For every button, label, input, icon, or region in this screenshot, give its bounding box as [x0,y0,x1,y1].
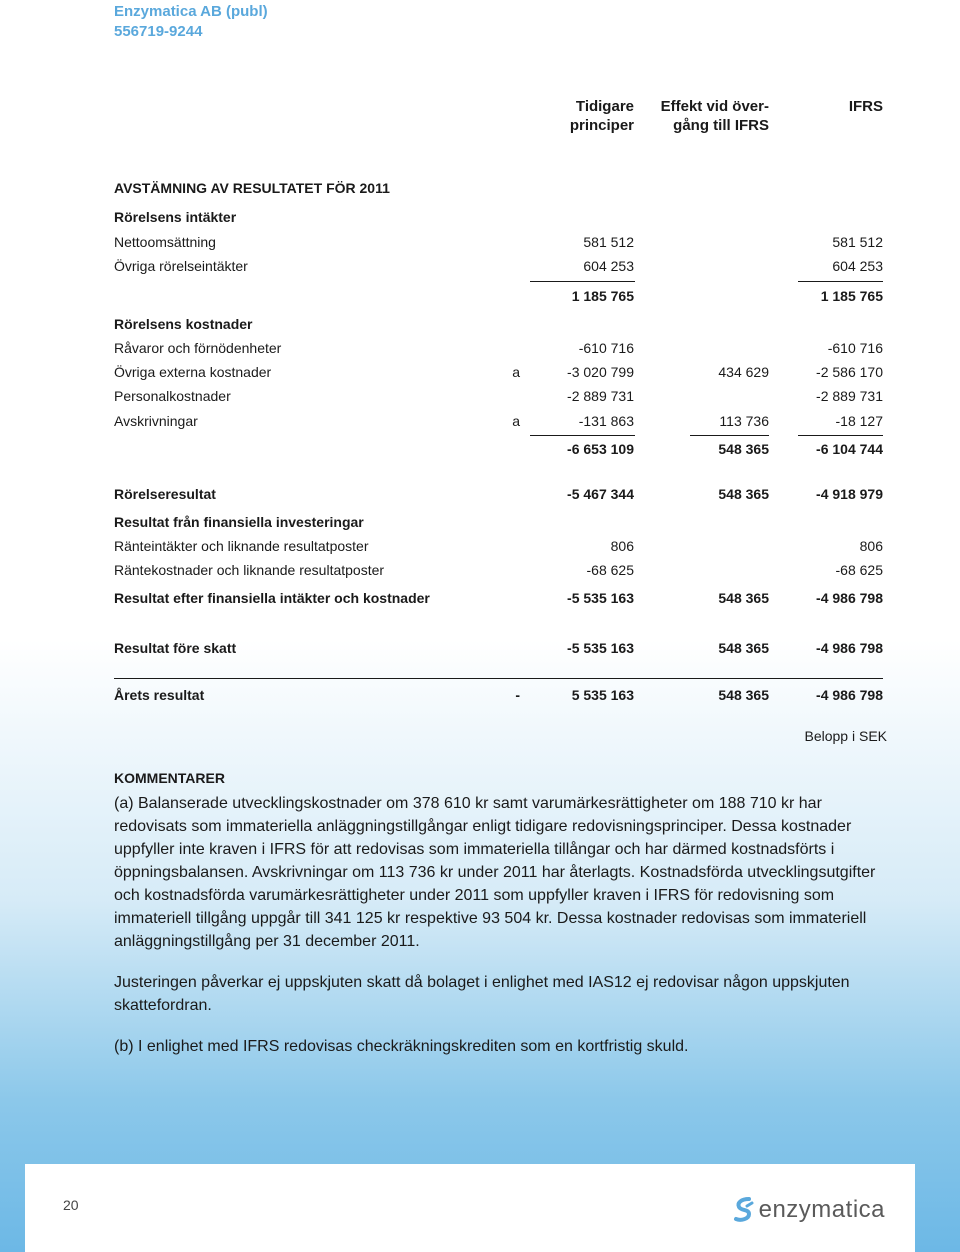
comment-b: (b) I enlighet med IFRS redovisas checkräkningskrediten som en kortfristig skuld. [114,1038,689,1055]
table-title: AVSTÄMNING AV RESULTATET FÖR 2011 [114,180,390,196]
company-name: Enzymatica AB (publ) [114,3,268,20]
comment-tax: Justeringen påverkar ej uppskjuten skatt då bolaget i enlighet med IAS12 ej redovisar någon uppskjuten skattefordran. [114,974,850,1014]
table-row-net-result: Årets resultat - 5 535 163 548 365 -4 986 798 [114,687,883,703]
table-row: Råvaror och förnödenheter -610 716 -610 716 [114,340,883,356]
divider [530,435,635,436]
section-heading-operating-costs: Rörelsens kostnader [114,316,253,332]
table-row: Övriga rörelseintäkter 604 253 604 253 [114,258,883,274]
table-row: Ränteintäkter och liknande resultatposter 806 806 [114,538,883,554]
comments-section [114,768,889,1058]
currency-note: Belopp i SEK [804,728,887,744]
comments-heading: KOMMENTARER [114,770,225,786]
org-number: 556719-9244 [114,23,203,40]
divider [798,281,883,282]
page-number-box [25,1164,92,1252]
enzymatica-logo-icon [733,1197,755,1223]
subtotal-row: -6 653 109 548 365 -6 104 744 [567,441,883,457]
table-row: Avskrivningar a -131 863 113 736 -18 127 [114,413,883,429]
subtotal-row: 1 185 765 1 185 765 [571,288,883,304]
table-row: Räntekostnader och liknande resultatposter -68 625 -68 625 [114,562,883,578]
logo-wordmark: enzymatica [758,1196,885,1223]
table-row-result-after-financial: Resultat efter finansiella intäkter och kostnader -5 535 163 548 365 -4 986 798 [114,590,883,606]
divider [798,435,883,436]
table-row-operating-result: Rörelseresultat -5 467 344 548 365 -4 918 979 [114,486,883,502]
section-heading-financial: Resultat från finansiella investeringar [114,514,364,530]
table-row: Personalkostnader -2 889 731 -2 889 731 [114,388,883,404]
section-heading-operating-income: Rörelsens intäkter [114,209,237,225]
comment-a: (a) Balanserade utvecklingskostnader om 378 610 kr samt varumärkesrättigheter om 188 710 kr har redovisats som immateriella anläggningstillgångar enligt tidigare redovisningsprinciper. Dessa kostnader uppfyller inte kraven i IFRS för att redovisas som immateriella tillångar och har därmed kostnadsförts i öppningsbalansen. Avskrivningar om 113 736 kr under 2011 har återlagts. Kostnadsförda utvecklingsutgifter och kostnadsförda varumärkesrättigheter under 2011 som uppfyller kraven i IFRS för redovisning som immateriell tillgång uppgår till 341 125 kr respektive 93 504 kr. Dessa kostnader redovisas som immateriell anläggningstillgång per 31 december 2011. [114,795,876,950]
company-header [114,2,268,42]
divider [114,678,883,679]
page-number: 20 [63,1197,79,1213]
table-row-result-before-tax: Resultat före skatt -5 535 163 548 365 -4 986 798 [114,640,883,656]
column-header-ifrs-transition-effect: Effekt vid över- gång till IFRS [660,98,769,134]
column-header-previous-principles: Tidigare principer [569,98,634,134]
enzymatica-logo [733,1196,885,1224]
table-row: Nettoomsättning 581 512 581 512 [114,234,883,250]
divider [690,435,769,436]
table-row: Övriga externa kostnader a -3 020 799 434 629 -2 586 170 [114,364,883,380]
divider [530,281,635,282]
column-header-ifrs: IFRS [848,98,883,115]
